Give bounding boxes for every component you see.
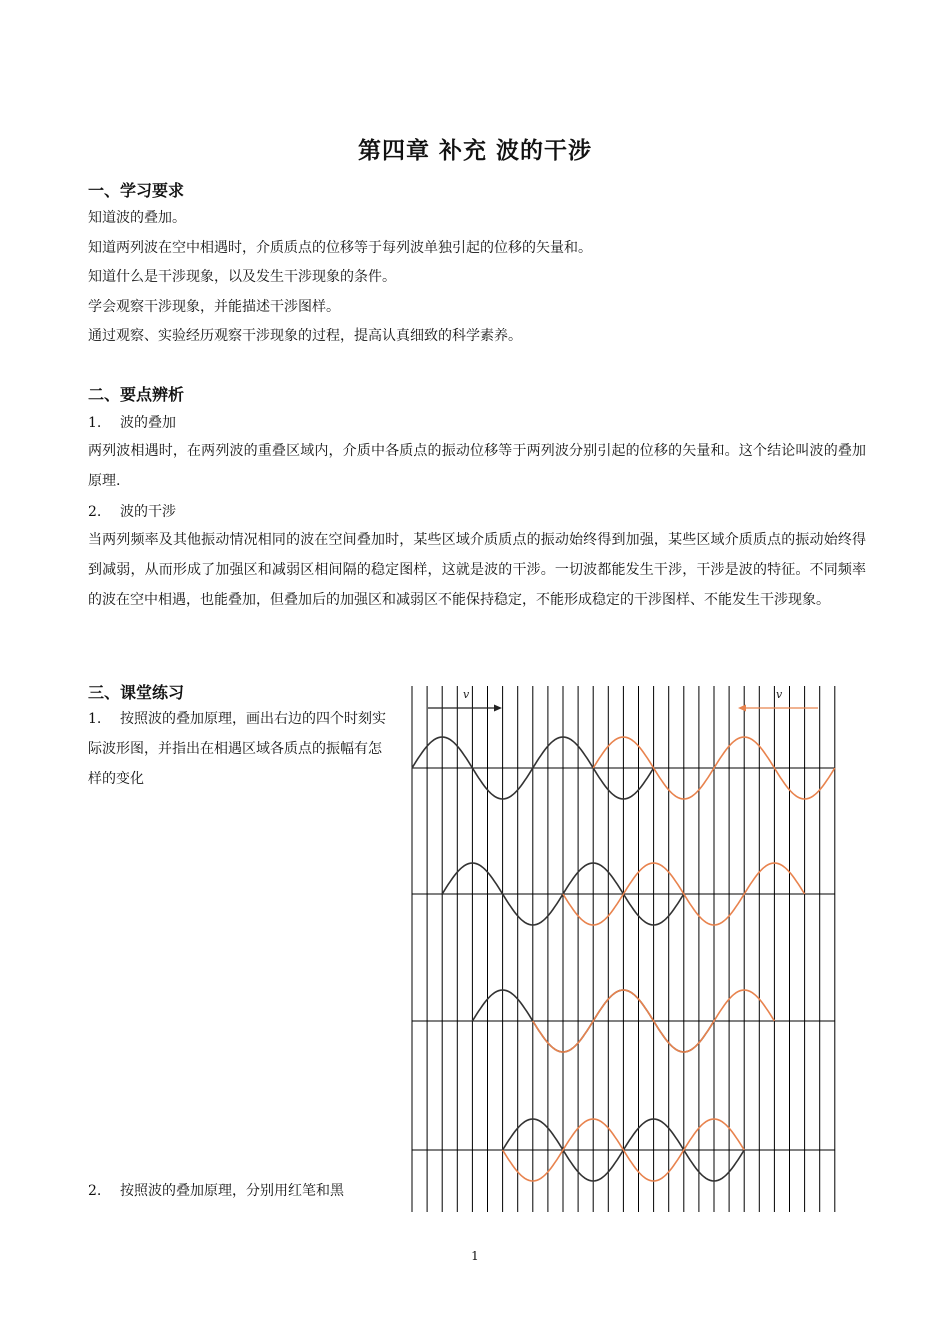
point-1-title: 波的叠加 bbox=[120, 415, 176, 431]
section-3-heading: 三、课堂练习 bbox=[88, 683, 185, 702]
velocity-arrow-left bbox=[738, 705, 818, 712]
point-2-heading bbox=[88, 501, 176, 521]
requirement-line-3: 知道什么是干涉现象，以及发生干涉现象的条件。 bbox=[88, 269, 396, 285]
point-1-number: 1. bbox=[88, 415, 102, 431]
point-1-text: 两列波相遇时，在两列波的重叠区域内，介质中各质点的振动位移等于两列波分别引起的位移的矢量和。这个结论叫波的叠加原理. bbox=[88, 443, 866, 489]
exercise-2-number: 2. bbox=[88, 1183, 102, 1199]
exercise-2 bbox=[88, 1180, 344, 1200]
point-2-text: 当两列频率及其他振动情况相同的波在空间叠加时，某些区域介质质点的振动始终得到加强，某些区域介质质点的振动始终得到减弱，从而形成了加强区和减弱区相间隔的稳定图样，这就是波的干涉。一切波都能发生干涉，干涉是波的特征。不同频率的波在空中相遇，也能叠加，但叠加后的加强区和减弱区不能保持稳定，不能形成稳定的干涉图样、不能发生干涉现象。 bbox=[88, 532, 866, 608]
exercise-1-text: 按照波的叠加原理，画出右边的四个时刻实际波形图，并指出在相遇区域各质点的振幅有怎样的变化 bbox=[88, 711, 386, 787]
velocity-label-right: v bbox=[776, 688, 783, 701]
point-2-number: 2. bbox=[88, 504, 102, 520]
exercise-1 bbox=[88, 704, 394, 794]
requirement-line-2: 知道两列波在空中相遇时，介质质点的位移等于每列波单独引起的位移的矢量和。 bbox=[88, 240, 592, 256]
page-title: 第四章 补充 波的干涉 bbox=[357, 138, 592, 164]
velocity-label-left: v bbox=[463, 688, 470, 701]
requirement-line-4: 学会观察干涉现象，并能描述干涉图样。 bbox=[88, 299, 340, 315]
section-1-heading: 一、学习要求 bbox=[88, 181, 185, 200]
exercise-2-text: 按照波的叠加原理，分别用红笔和黑 bbox=[120, 1183, 344, 1199]
requirement-line-5: 通过观察、实验经历观察干涉现象的过程，提高认真细致的科学素养。 bbox=[88, 328, 522, 344]
wave-superposition-figure bbox=[408, 684, 838, 1216]
velocity-arrow-right bbox=[428, 705, 502, 712]
section-2-heading: 二、要点辨析 bbox=[88, 385, 185, 404]
figure-grid bbox=[412, 686, 835, 1212]
point-2-title: 波的干涉 bbox=[120, 504, 176, 520]
exercise-1-number: 1. bbox=[88, 711, 102, 727]
point-1-heading bbox=[88, 412, 176, 432]
requirement-line-1: 知道波的叠加。 bbox=[88, 210, 186, 226]
page-number: 1 bbox=[471, 1249, 479, 1263]
